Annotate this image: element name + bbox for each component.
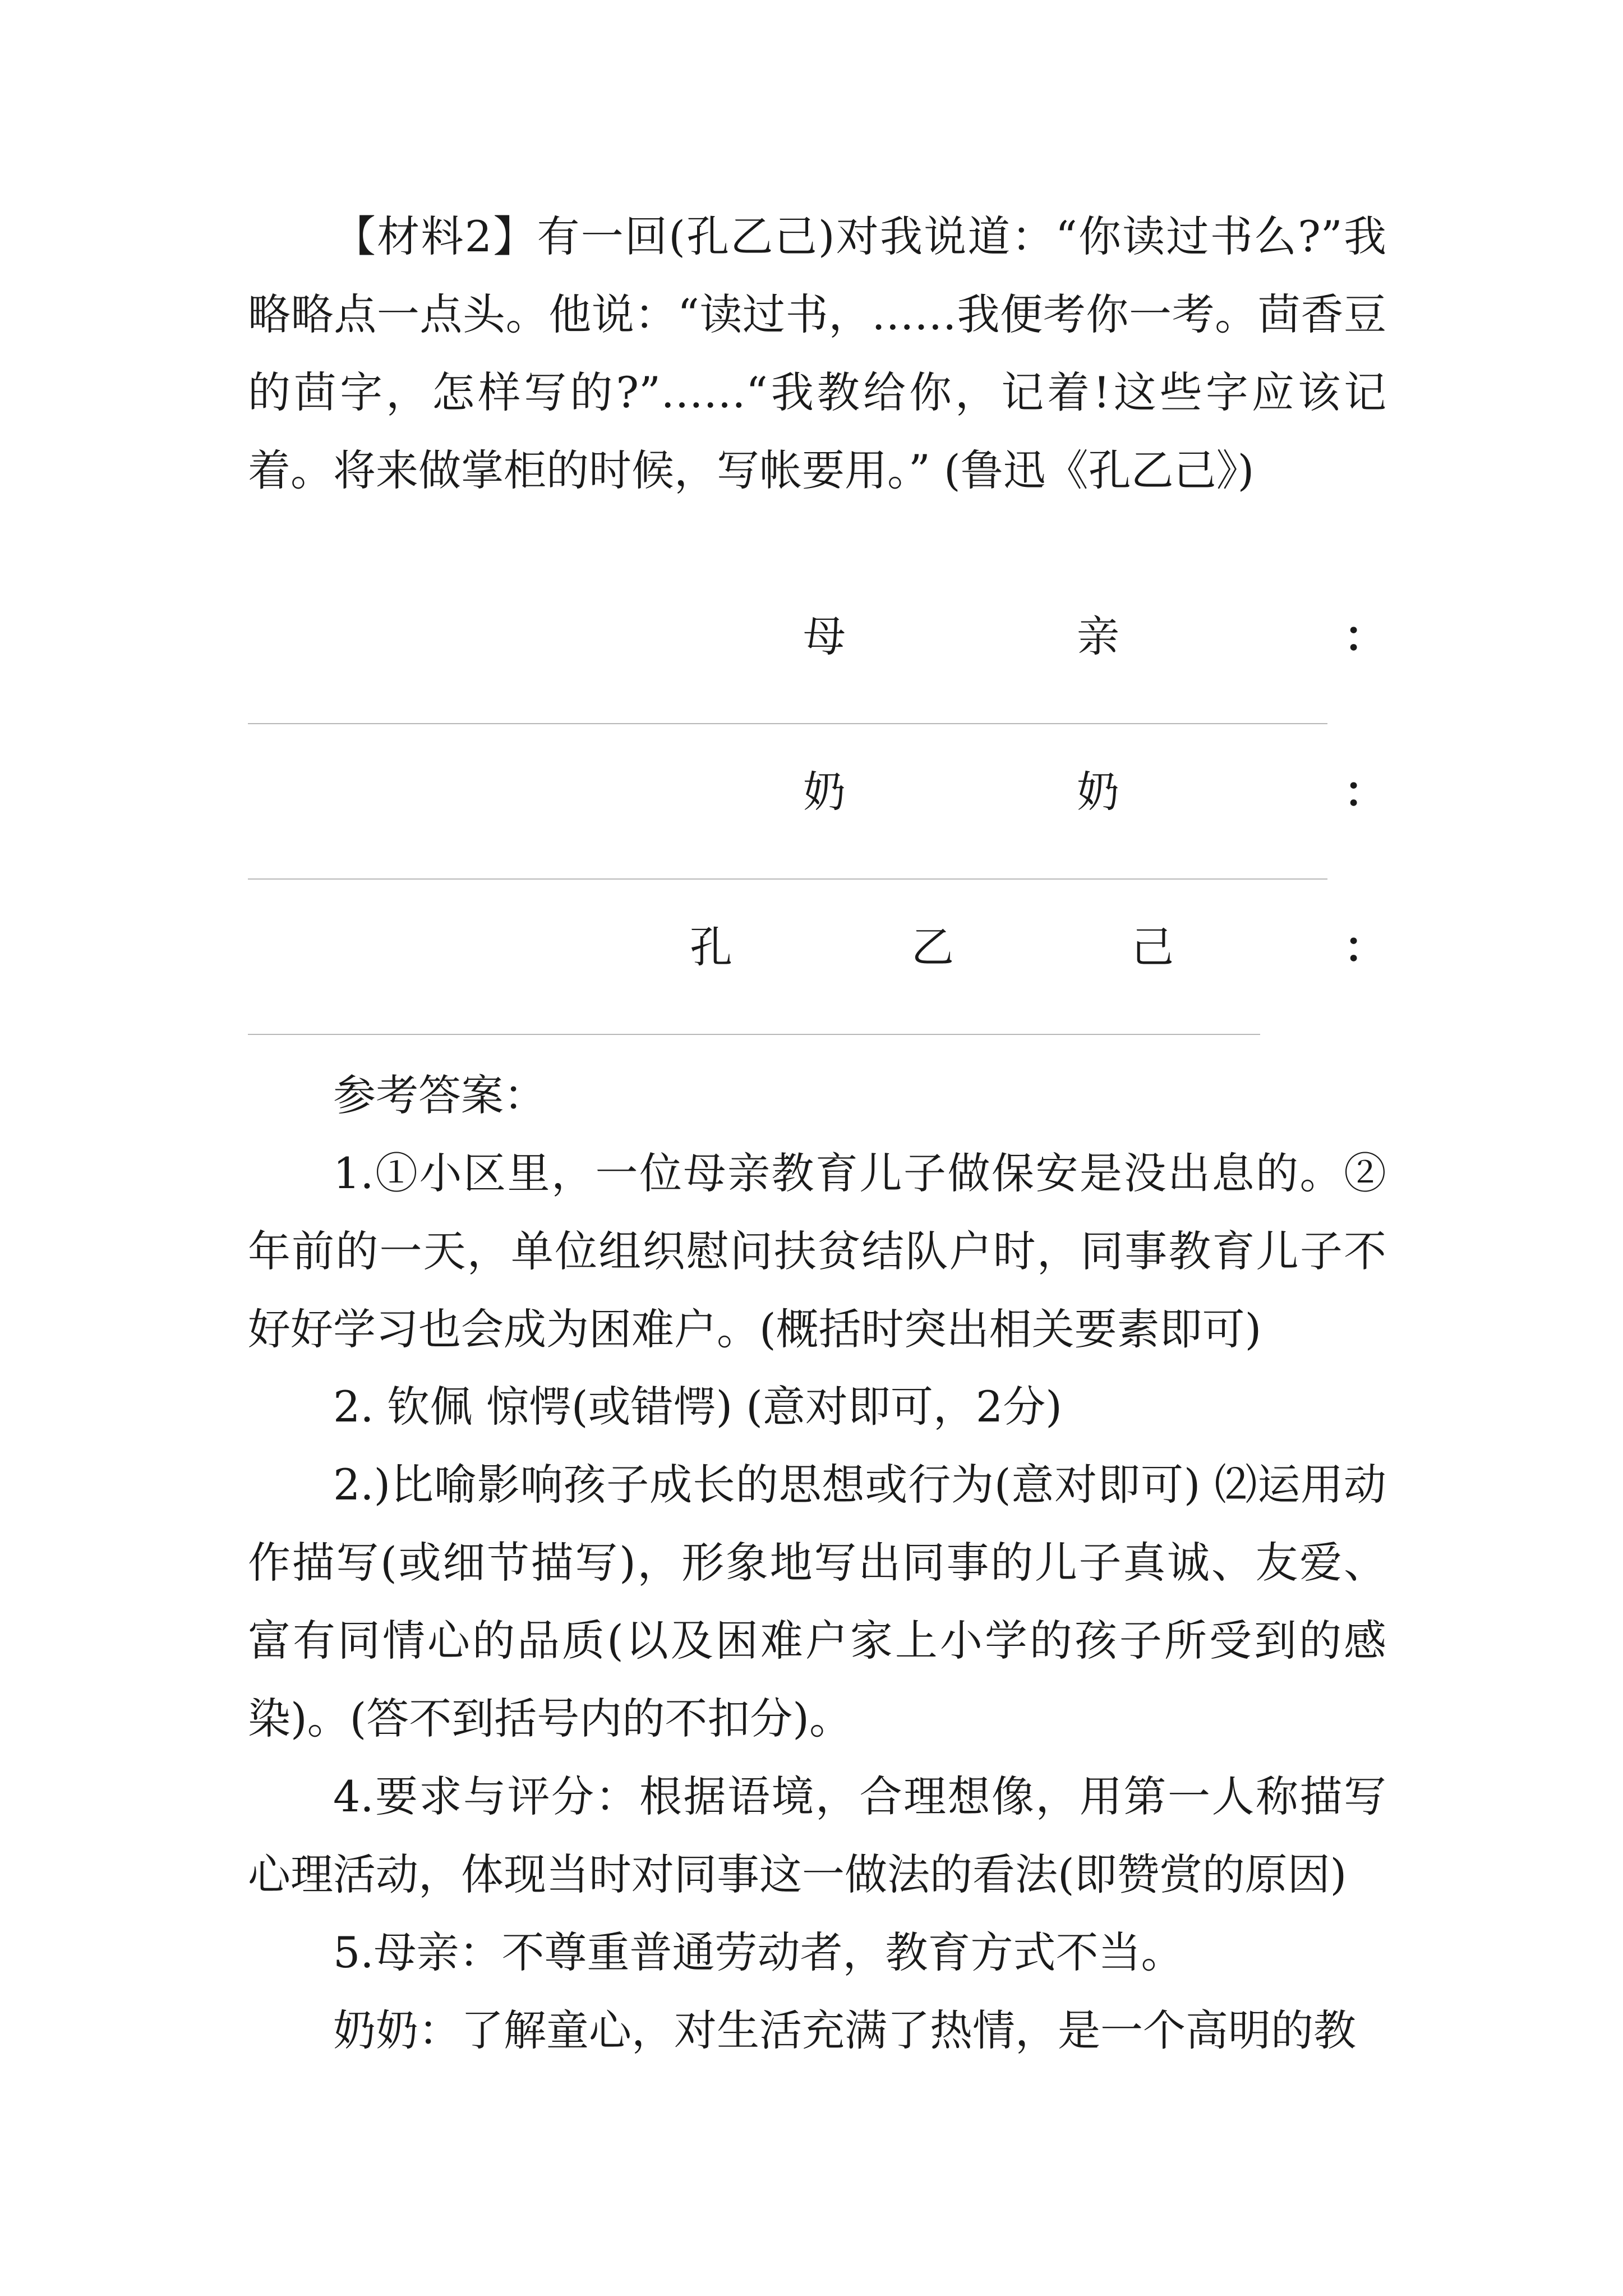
mother-label-char-1: 母 xyxy=(803,611,846,661)
kong-label-char-3: 己 xyxy=(1131,922,1174,972)
answers-heading: 参考答案： xyxy=(333,1070,546,1120)
grandma-label-char-2: 奶 xyxy=(1077,767,1119,817)
blank-row-mother xyxy=(248,597,1386,732)
material-2-paragraph: 【材料2】有一回(孔乙己)对我说道：“你读过书么?”我略略点一点头。他说：“读过书，……我便考你一考。茴香豆的茴字，怎样写的?”……“我教给你，记着!这些字应该记着。将来做掌柜的时候，写帐要用。” (鲁迅《孔乙己》) xyxy=(248,211,1386,495)
answer-5: 5.母亲：不尊重普通劳动者，教育方式不当。 xyxy=(333,1927,1184,1977)
answer-3: 2.)比喻影响孩子成长的思想或行为(意对即可) ⑵运用动作描写(或细节描写)，形象地写出同事的儿子真诚、友爱、富有同情心的品质(以及困难户家上小学的孩子所受到的感染)。(答不到括号内的不扣分)。 xyxy=(248,1460,1386,1743)
kong-label-char-1: 孔 xyxy=(690,922,732,972)
kong-label-colon: ： xyxy=(1344,922,1386,972)
answer-4: 4.要求与评分：根据语境，合理想像，用第一人称描写心理活动，体现当时对同事这一做法的看法(即赞赏的原因) xyxy=(248,1772,1386,1899)
kong-label-char-2: 乙 xyxy=(911,922,954,972)
grandma-label-char-1: 奶 xyxy=(803,767,846,817)
blank-row-kong-yiji xyxy=(248,908,1386,1043)
answer-2: 2. 钦佩 惊愕(或错愕) (意对即可，2分) xyxy=(333,1382,1062,1432)
mother-label-colon: ： xyxy=(1344,611,1386,661)
mother-answer-line xyxy=(248,723,1327,724)
answer-1: 1.①小区里，一位母亲教育儿子做保安是没出息的。②年前的一天，单位组织慰问扶贫结队户时，同事教育儿子不好好学习也会成为困难户。(概括时突出相关要素即可) xyxy=(248,1148,1386,1354)
blank-row-grandma xyxy=(248,753,1386,887)
grandma-answer-line xyxy=(248,878,1327,880)
kong-answer-line xyxy=(248,1034,1260,1035)
mother-label-char-2: 亲 xyxy=(1077,611,1119,661)
answer-5-grandma: 奶奶：了解童心，对生活充满了热情，是一个高明的教 xyxy=(333,2005,1356,2055)
grandma-label-colon: ： xyxy=(1344,767,1386,817)
